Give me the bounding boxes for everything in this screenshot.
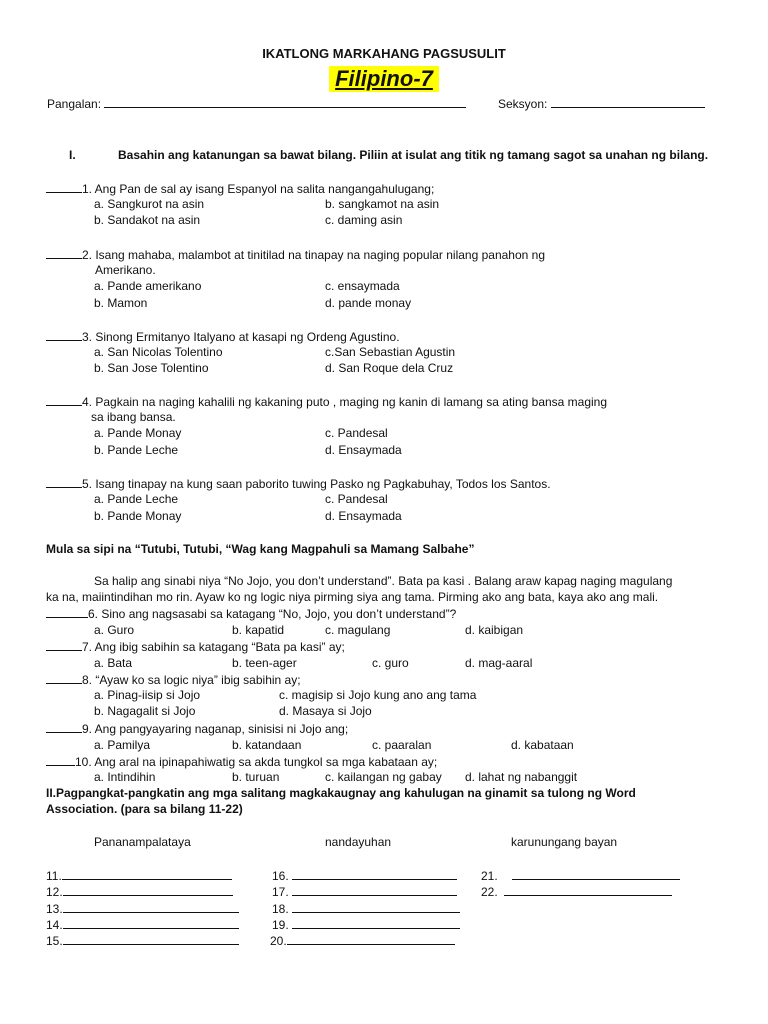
question-stem: 2. Isang mahaba, malambot at tinitilad na tinapay na naging popular nilang panahon ng (82, 248, 546, 262)
choice-b: b. Pande Leche (94, 443, 179, 457)
choice-c: b. Sandakot na asin (94, 213, 201, 227)
name-blank[interactable] (104, 96, 466, 108)
choice-b: b. Nagagalit si Jojo (94, 704, 196, 718)
answer-blank[interactable] (46, 329, 82, 341)
answer-number: 11. (46, 869, 62, 883)
column-header-karunungang-bayan: karunungang bayan (511, 835, 618, 849)
choice-a: a. Sangkurot na asin (94, 197, 205, 211)
question-2 (46, 247, 545, 263)
question-8 (46, 672, 301, 688)
choice-b: b. kapatid (232, 623, 285, 637)
choice-a: a. Pamilya (94, 738, 151, 752)
question-stem-cont: sa ibang bansa. (91, 410, 176, 424)
section-row (498, 96, 705, 112)
choice-c: c. Pandesal (325, 492, 388, 506)
choice-c: c. guro (372, 656, 409, 670)
answer-blank[interactable] (46, 606, 88, 618)
answer-line-17 (272, 884, 457, 900)
question-7 (46, 639, 345, 655)
answer-number: 12. (46, 885, 63, 899)
answer-blank[interactable] (292, 917, 460, 929)
answer-blank[interactable] (46, 476, 82, 488)
answer-number: 19. (272, 918, 289, 932)
answer-blank[interactable] (46, 639, 82, 651)
choice-a: a. Pande Monay (94, 426, 182, 440)
choice-d: c. daming asin (325, 213, 403, 227)
name-label: Pangalan: (47, 97, 102, 111)
choice-d: d. kaibigan (465, 623, 524, 637)
answer-line-12 (46, 884, 233, 900)
question-1 (46, 181, 434, 197)
answer-number: 17. (272, 885, 289, 899)
answer-line-13 (46, 901, 239, 917)
answer-line-11 (46, 868, 232, 884)
question-stem: 10. Ang aral na ipinapahiwatig sa akda tungkol sa mga kabataan ay; (75, 755, 438, 769)
answer-blank[interactable] (63, 917, 239, 929)
question-6 (46, 606, 456, 622)
excerpt-paragraph-line2: ka na, maiintindihan mo rin. Ayaw ko ng logic niya pirming siya ang tama. Pirming ako ang bata, kaya ako ang mali. (46, 590, 659, 604)
choice-b: b. sangkamot na asin (325, 197, 440, 211)
choice-d: d. Ensaymada (325, 443, 402, 457)
choice-d: d. lahat ng nabanggit (465, 770, 578, 784)
question-9 (46, 721, 348, 737)
answer-blank[interactable] (63, 901, 239, 913)
choice-d: d. Masaya si Jojo (279, 704, 372, 718)
question-stem-cont: Amerikano. (95, 263, 156, 277)
question-stem: 5. Isang tinapay na kung saan paborito tuwing Pasko ng Pagkabuhay, Todos los Santos. (82, 477, 551, 491)
part1-instruction: Basahin ang katanungan sa bawat bilang. Piliin at isulat ang titik ng tamang sagot sa unahan ng bilang. (118, 148, 709, 162)
answer-blank[interactable] (63, 884, 233, 896)
answer-line-18 (272, 901, 460, 917)
answer-blank[interactable] (63, 933, 239, 945)
question-stem: 9. Ang pangyayaring naganap, sinisisi ni Jojo ang; (82, 722, 349, 736)
choice-c: c. ensaymada (325, 279, 400, 293)
question-stem: 3. Sinong Ermitanyo Italyano at kasapi ng Ordeng Agustino. (82, 330, 400, 344)
choice-b: b. Pande Monay (94, 509, 182, 523)
choice-b: b. teen-ager (232, 656, 297, 670)
question-3 (46, 329, 400, 345)
column-header-pananampalataya: Pananampalataya (94, 835, 191, 849)
choice-a: a. Pande amerikano (94, 279, 202, 293)
choice-a: a. Intindihin (94, 770, 156, 784)
answer-blank[interactable] (287, 933, 455, 945)
choice-d: d. pande monay (325, 296, 412, 310)
answer-blank[interactable] (46, 754, 75, 766)
answer-number: 22. (481, 885, 498, 899)
answer-line-14 (46, 917, 239, 933)
choice-c: c. magisip si Jojo kung ano ang tama (279, 688, 477, 702)
answer-number: 13. (46, 902, 63, 916)
question-5 (46, 476, 551, 492)
answer-number: 14. (46, 918, 63, 932)
answer-blank[interactable] (46, 721, 82, 733)
answer-line-21 (481, 868, 680, 884)
question-stem: 6. Sino ang nagsasabi sa katagang “No, Jojo, you don’t understand”? (88, 607, 457, 621)
excerpt-heading: Mula sa sipi na “Tutubi, Tutubi, “Wag kang Magpahuli sa Mamang Salbahe” (46, 542, 475, 556)
answer-blank[interactable] (292, 901, 460, 913)
choice-a: a. Guro (94, 623, 135, 637)
question-stem: 1. Ang Pan de sal ay isang Espanyol na salita nangangahulugang; (82, 182, 435, 196)
choice-d: d. mag-aaral (465, 656, 533, 670)
answer-line-20 (270, 933, 455, 949)
answer-blank[interactable] (46, 181, 82, 193)
choice-a: a. Pinag-iisip si Jojo (94, 688, 201, 702)
question-stem: 4. Pagkain na naging kahalili ng kakaning puto , maging ng kanin di lamang sa ating bansa maging (82, 395, 608, 409)
part2-instruction-line1: II.Pagpangkat-pangkatin ang mga salitang magkakaugnay ang kahulugan na ginamit sa tulong ng Word (46, 786, 636, 800)
subject-title: Filipino-7 (329, 66, 439, 92)
answer-blank[interactable] (46, 394, 82, 406)
section-blank[interactable] (551, 96, 705, 108)
answer-blank[interactable] (292, 868, 457, 880)
choice-a: a. Bata (94, 656, 133, 670)
section-label: Seksyon: (498, 97, 548, 111)
name-row (47, 96, 466, 112)
answer-blank[interactable] (292, 884, 457, 896)
question-4 (46, 394, 607, 410)
choice-a: a. Pande Leche (94, 492, 179, 506)
question-stem: 7. Ang ibig sabihin sa katagang “Bata pa kasi” ay; (82, 640, 345, 654)
answer-line-15 (46, 933, 239, 949)
answer-blank[interactable] (62, 868, 232, 880)
answer-number: 21. (481, 869, 498, 883)
answer-number: 16. (272, 869, 289, 883)
part2-instruction-line2: Association. (para sa bilang 11-22) (46, 802, 243, 816)
choice-d: d. kabataan (511, 738, 574, 752)
excerpt-paragraph-line1: Sa halip ang sinabi niya “No Jojo, you don’t understand”. Bata pa kasi . Balang araw kapag naging magulang (94, 574, 673, 588)
answer-number: 15. (46, 934, 63, 948)
choice-b: b. Mamon (94, 296, 148, 310)
answer-blank[interactable] (46, 672, 82, 684)
answer-number: 20. (270, 934, 287, 948)
question-stem: 8. “Ayaw ko sa logic niya” ibig sabihin ay; (82, 673, 301, 687)
choice-c: c. magulang (325, 623, 391, 637)
choice-a: a. San Nicolas Tolentino (94, 345, 223, 359)
exam-title: IKATLONG MARKAHANG PAGSUSULIT (262, 46, 506, 61)
choice-b: b. turuan (232, 770, 280, 784)
choice-c: c.San Sebastian Agustin (325, 345, 456, 359)
choice-c: c. kailangan ng gabay (325, 770, 442, 784)
answer-line-16 (272, 868, 457, 884)
answer-line-19 (272, 917, 460, 933)
choice-b: b. San Jose Tolentino (94, 361, 209, 375)
answer-number: 18. (272, 902, 289, 916)
part1-roman: I. (69, 148, 76, 162)
choice-d: d. San Roque dela Cruz (325, 361, 454, 375)
choice-b: b. katandaan (232, 738, 302, 752)
question-10 (46, 754, 437, 770)
choice-c: c. paaralan (372, 738, 432, 752)
answer-line-22 (481, 884, 672, 900)
choice-c: c. Pandesal (325, 426, 388, 440)
answer-blank[interactable] (512, 868, 680, 880)
subject-wrap (0, 66, 768, 94)
choice-d: d. Ensaymada (325, 509, 402, 523)
answer-blank[interactable] (504, 884, 672, 896)
column-header-nandayuhan: nandayuhan (325, 835, 392, 849)
answer-blank[interactable] (46, 247, 82, 259)
